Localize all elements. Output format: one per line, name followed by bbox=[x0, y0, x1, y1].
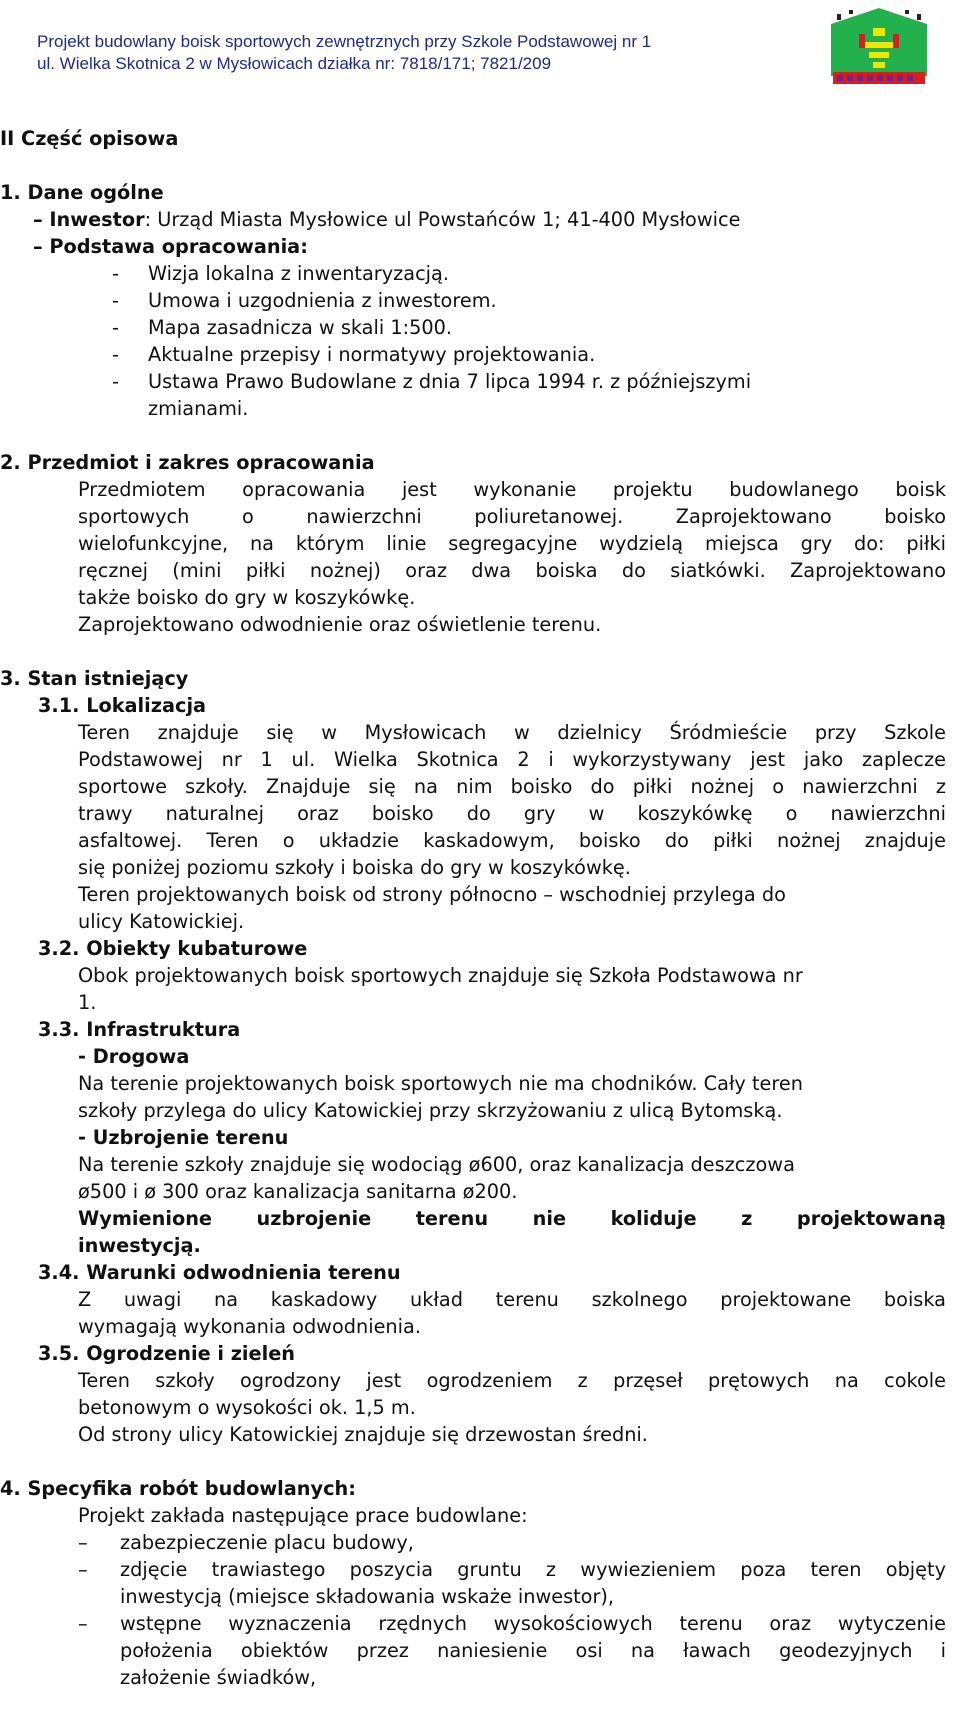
paragraph-line: sportowe szkoły. Znajduje się na nim boisko do piłki nożnej o nawierzchni z bbox=[78, 775, 946, 798]
subsection-3-2-title: 3.2. Obiekty kubaturowe bbox=[38, 937, 308, 960]
part-title: II Część opisowa bbox=[0, 127, 179, 150]
paragraph-line: Obok projektowanych boisk sportowych znajduje się Szkoła Podstawowa nr bbox=[78, 964, 803, 987]
subsection-3-5-title: 3.5. Ogrodzenie i zieleń bbox=[38, 1342, 296, 1365]
basis-dash: - bbox=[112, 316, 119, 339]
basis-label: – Podstawa opracowania: bbox=[33, 235, 308, 258]
header-line-1: Projekt budowlany boisk sportowych zewnętrznych przy Szkole Podstawowej nr 1 bbox=[37, 32, 652, 51]
list-item-continuation: założenie świadków, bbox=[120, 1666, 317, 1689]
paragraph-line: szkoły przylega do ulicy Katowickiej przy skrzyżowaniu z ulicą Bytomską. bbox=[78, 1099, 783, 1122]
paragraph-line: Od strony ulicy Katowickiej znajduje się drzewostan średni. bbox=[78, 1423, 648, 1446]
list-item-continuation: inwestycją (miejsce składowania wskaże inwestor), bbox=[120, 1585, 615, 1608]
paragraph-line: ręcznej (mini piłki nożnej) oraz dwa boiska do siatkówki. Zaprojektowano bbox=[78, 559, 946, 582]
paragraph-line: trawy naturalnej oraz boisko do gry w koszykówkę o nawierzchni bbox=[78, 802, 946, 825]
basis-item: Ustawa Prawo Budowlane z dnia 7 lipca 1994 r. z późniejszymi bbox=[148, 370, 752, 393]
section-1-title: 1. Dane ogólne bbox=[0, 181, 164, 204]
basis-item: Mapa zasadnicza w skali 1:500. bbox=[148, 316, 453, 339]
paragraph-line: sportowych o nawierzchni poliuretanowej. Zaprojektowano boisko bbox=[78, 505, 946, 528]
subsection-3-3-title: 3.3. Infrastruktura bbox=[38, 1018, 241, 1041]
section-2-title: 2. Przedmiot i zakres opracowania bbox=[0, 451, 375, 474]
paragraph-line: betonowym o wysokości ok. 1,5 m. bbox=[78, 1396, 416, 1419]
paragraph-line: także boisko do gry w koszykówkę. bbox=[78, 586, 416, 609]
basis-dash: - bbox=[112, 343, 119, 366]
paragraph-line: Z uwagi na kaskadowy układ terenu szkolnego projektowane boiska bbox=[78, 1288, 946, 1311]
paragraph-line: ø500 i ø 300 oraz kanalizacja sanitarna ø200. bbox=[78, 1180, 518, 1203]
paragraph-line: Zaprojektowano odwodnienie oraz oświetlenie terenu. bbox=[78, 613, 602, 636]
list-dash: – bbox=[78, 1531, 88, 1554]
basis-item: Umowa i uzgodnienia z inwestorem. bbox=[148, 289, 497, 312]
bold-statement-line: Wymienione uzbrojenie terenu nie koliduje z projektowaną bbox=[78, 1207, 946, 1230]
paragraph-line: wielofunkcyjne, na którym linie segregacyjne wydzielą miejsca gry do: piłki bbox=[78, 532, 946, 555]
investor-label: – Inwestor bbox=[33, 208, 145, 231]
paragraph-line: Przedmiotem opracowania jest wykonanie projektu budowlanego boisk bbox=[78, 478, 946, 501]
section-4-intro: Projekt zakłada następujące prace budowlane: bbox=[78, 1504, 528, 1527]
paragraph-line: się poniżej poziomu szkoły i boiska do gry w koszykówkę. bbox=[78, 856, 631, 879]
utilities-label: - Uzbrojenie terenu bbox=[78, 1126, 289, 1149]
paragraph-line: Podstawowej nr 1 ul. Wielka Skotnica 2 i wykorzystywany jest jako zaplecze bbox=[78, 748, 946, 771]
basis-dash: - bbox=[112, 289, 119, 312]
paragraph-line: Na terenie szkoły znajduje się wodociąg ø600, oraz kanalizacja deszczowa bbox=[78, 1153, 795, 1176]
subsection-3-4-title: 3.4. Warunki odwodnienia terenu bbox=[38, 1261, 401, 1284]
basis-dash: - bbox=[112, 262, 119, 285]
school-emblem-logo bbox=[829, 6, 929, 86]
paragraph-line: Teren projektowanych boisk od strony północno – wschodniej przylega do bbox=[78, 883, 786, 906]
list-dash: – bbox=[78, 1558, 88, 1581]
paragraph-line: Teren znajduje się w Mysłowicach w dzielnicy Śródmieście przy Szkole bbox=[78, 721, 946, 744]
page-header bbox=[37, 31, 651, 75]
basis-item-continuation: zmianami. bbox=[148, 397, 249, 420]
paragraph-line: wymagają wykonania odwodnienia. bbox=[78, 1315, 421, 1338]
list-dash: – bbox=[78, 1612, 88, 1635]
section-4-title: 4. Specyfika robót budowlanych: bbox=[0, 1477, 356, 1500]
paragraph-line: Teren szkoły ogrodzony jest ogrodzeniem z przęseł prętowych na cokole bbox=[78, 1369, 946, 1392]
list-item: zabezpieczenie placu budowy, bbox=[120, 1531, 414, 1554]
paragraph-line: asfaltowej. Teren o układzie kaskadowym, boisko do piłki nożnej znajduje bbox=[78, 829, 946, 852]
basis-item: Wizja lokalna z inwentaryzacją. bbox=[148, 262, 449, 285]
paragraph-line: Na terenie projektowanych boisk sportowych nie ma chodników. Cały teren bbox=[78, 1072, 803, 1095]
bold-statement-line: inwestycją. bbox=[78, 1234, 201, 1257]
investor-value: : Urząd Miasta Mysłowice ul Powstańców 1; 41-400 Mysłowice bbox=[144, 208, 741, 231]
section-3-title: 3. Stan istniejący bbox=[0, 667, 189, 690]
list-item-continuation: położenia obiektów przez naniesienie osi na ławach geodezyjnych i bbox=[120, 1639, 946, 1662]
basis-item: Aktualne przepisy i normatywy projektowania. bbox=[148, 343, 596, 366]
road-label: - Drogowa bbox=[78, 1045, 190, 1068]
investor-line bbox=[33, 206, 740, 233]
paragraph-line: 1. bbox=[78, 991, 97, 1014]
list-item: zdjęcie trawiastego poszycia gruntu z wywiezieniem poza teren objęty bbox=[120, 1558, 946, 1581]
header-line-2: ul. Wielka Skotnica 2 w Mysłowicach działka nr: 7818/171; 7821/209 bbox=[37, 54, 552, 73]
basis-dash: - bbox=[112, 370, 119, 393]
paragraph-line: ulicy Katowickiej. bbox=[78, 910, 245, 933]
list-item: wstępne wyznaczenia rzędnych wysokościowych terenu oraz wytyczenie bbox=[120, 1612, 946, 1635]
subsection-3-1-title: 3.1. Lokalizacja bbox=[38, 694, 207, 717]
